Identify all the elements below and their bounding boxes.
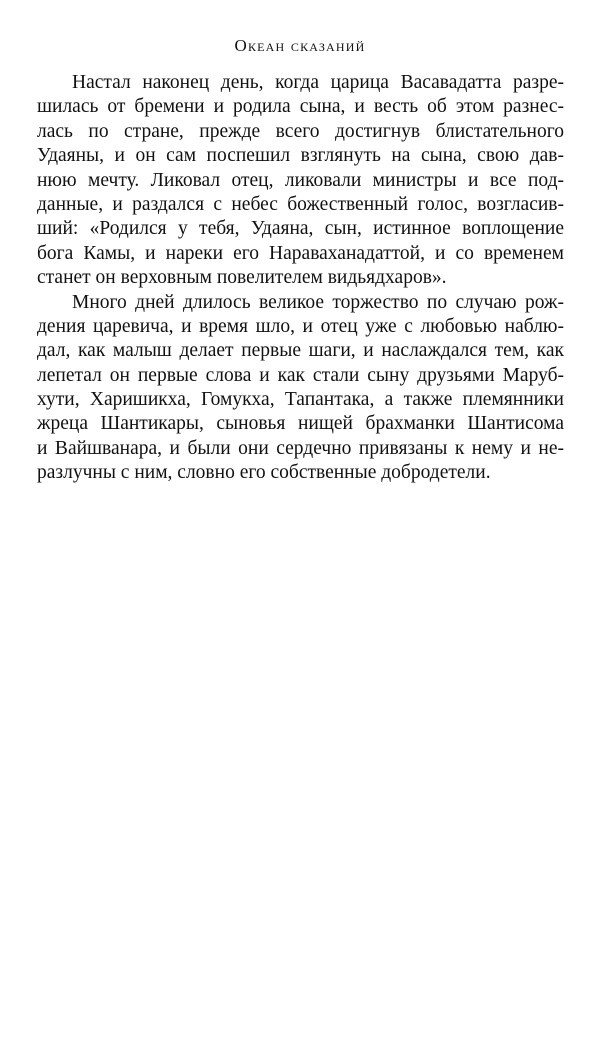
text-line: станет он верховным повелителем видьядхаров». xyxy=(37,267,447,289)
text-line: и Вайшванара, и были они сердечно привязаны к нему и не- xyxy=(37,437,564,459)
text-line: Настал наконец день, когда царица Васавадатта разре- xyxy=(72,72,564,93)
text-line: жреца Шантикары, сыновья нищей брахманки Шантисома xyxy=(37,413,564,435)
paragraph-1 xyxy=(37,71,564,291)
text-line: ший: «Родился у тебя, Удаяна, сын, истинное воплощение xyxy=(37,218,564,240)
body-text xyxy=(37,71,564,486)
text-line: Удаяны, и он сам поспешил взглянуть на сына, свою дав- xyxy=(37,145,564,167)
text-line: лепетал он первые слова и как стали сыну друзьями Маруб- xyxy=(37,364,564,386)
running-head: Океан сказаний xyxy=(234,36,366,55)
text-line: дал, как малыш делает первые шаги, и наслаждался тем, как xyxy=(37,340,564,362)
text-line: нюю мечту. Ликовал отец, ликовали министры и все под- xyxy=(37,169,564,191)
text-line: хути, Харишикха, Гомукха, Тапантака, а также племянники xyxy=(37,389,564,411)
text-line: данные, и раздался с небес божественный голос, возгласив- xyxy=(37,193,564,215)
text-line: разлучны с ним, словно его собственные добродетели. xyxy=(37,462,491,484)
text-line: дения царевича, и время шло, и отец уже с любовью наблю- xyxy=(37,315,564,337)
paragraph-2 xyxy=(37,291,564,486)
text-line: Много дней длилось великое торжество по случаю рож- xyxy=(72,291,564,313)
text-line: бога Камы, и нареки его Нараваханадаттой, и со временем xyxy=(37,242,564,264)
text-line: шилась от бремени и родила сына, и весть об этом разнес- xyxy=(37,96,564,118)
text-line: лась по стране, прежде всего достигнув блистательного xyxy=(37,120,564,142)
